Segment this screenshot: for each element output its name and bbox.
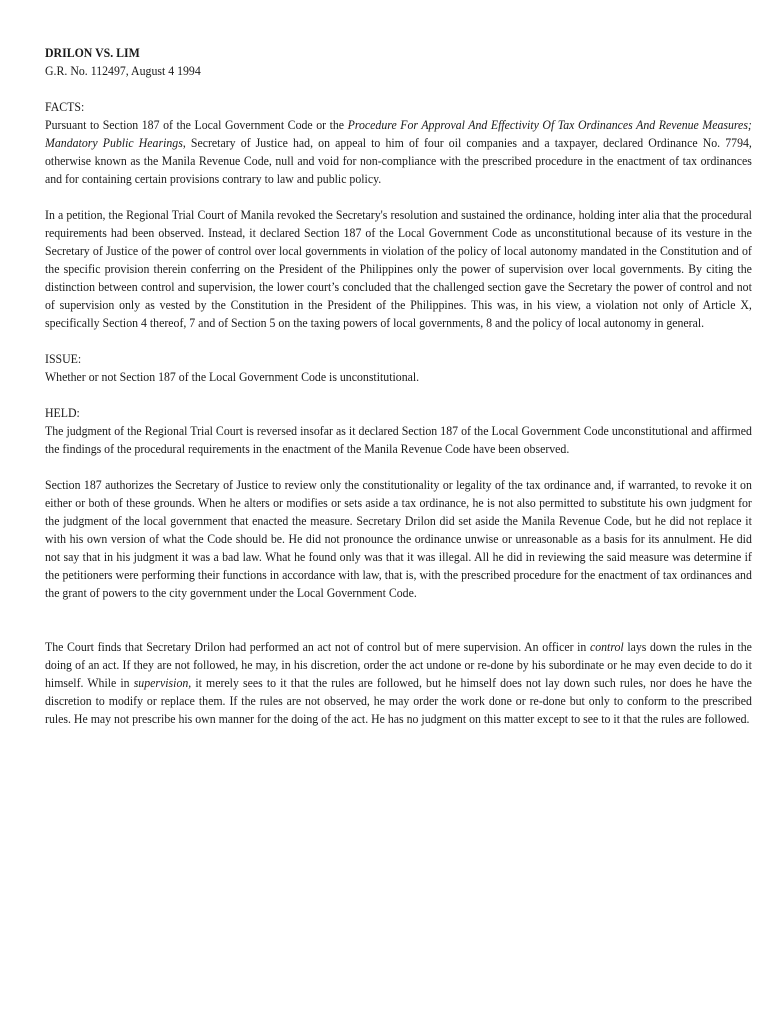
spacer <box>45 458 752 476</box>
facts-p1-text-a: Pursuant to Section 187 of the Local Government Code or the <box>45 118 348 132</box>
held-p3-text-c: it merely sees to it that the rules are followed, but he himself does not lay down such rules, nor does he have the discretion to modify or replace them. If the rules are not observed, he may order the work done or re-done but only to conform to the prescribed rules. He may not prescribe his own manner for the doing of the act. He has no judgment on this matter except to see to it that the rules are followed. <box>45 676 752 726</box>
spacer <box>45 188 752 206</box>
facts-p1-italic: Procedure For Approval And Effectivity Of Tax Ordinances And Revenue Measures; Mandatory Public Hearings <box>45 118 752 150</box>
held-p3-text-a: The Court finds that Secretary Drilon had performed an act not of control but of mere supervision. An officer in <box>45 640 590 654</box>
held-p3-text-b: lays down the rules in the doing of an act. If they are not followed, he may, in his discretion, order the act undone or re-done by his subordinate or he may even decide to do it himself. While in <box>45 640 752 690</box>
held-p3-italic-supervision: supervision, <box>133 676 192 690</box>
issue-heading: ISSUE: <box>45 352 82 366</box>
case-citation: G.R. No. 112497, August 4 1994 <box>45 64 201 78</box>
held-p3-italic-control: control <box>589 640 624 654</box>
held-heading: HELD: <box>45 406 80 420</box>
facts-heading: FACTS: <box>45 100 85 114</box>
document-page <box>45 44 752 728</box>
facts-paragraph-1 <box>45 116 752 188</box>
held-paragraph-2: Section 187 authorizes the Secretary of Justice to review only the constitutionality or legality of the tax ordinance and, if warranted, to revoke it on either or both of these grounds. When he alters or modifies or sets aside a tax ordinance, he is not also permitted to substitute his own judgment for the judgment of the local government that enacted the measure. Secretary Drilon did set aside the Manila Revenue Code, but he did not replace it with his own version of what the Code should be. He did not pronounce the ordinance unwise or unreasonable as a basis for its annulment. He did not say that in his judgment it was a bad law. What he found only was that it was illegal. All he did in reviewing the said measure was determine if the petitioners were performing their functions in accordance with law, that is, with the prescribed procedure for the enactment of tax ordinances and the grant of powers to the city government under the Local Government Code. <box>45 478 752 600</box>
issue-text: Whether or not Section 187 of the Local Government Code is unconstitutional. <box>45 370 420 384</box>
spacer <box>45 80 752 98</box>
facts-paragraph-2: In a petition, the Regional Trial Court of Manila revoked the Secretary's resolution and sustained the ordinance, holding inter alia that the procedural requirements had been observed. Instead, it declared Section 187 of the Local Government Code as unconstitutional because of its vesture in the Secretary of Justice of the power of control over local governments in violation of the policy of local autonomy mandated in the Constitution and of the specific provision therein conferring on the President of the Philippines only the power of supervision over local governments. By citing the distinction between control and supervision, the lower court’s concluded that the challenged section gave the Secretary the power of control and not of supervision only as vested by the Constitution in the President of the Philippines. This was, in his view, a violation not only of Article X, specifically Section 4 thereof, 7 and of Section 5 on the taxing powers of local governments, 8 and the policy of local autonomy in general. <box>45 208 752 330</box>
facts-p1-text-b: , Secretary of Justice had, on appeal to him of four oil companies and a taxpayer, declared Ordinance No. 7794, otherwise known as the Manila Revenue Code, null and void for non-compliance with the prescribed procedure in the enactment of tax ordinances and for containing certain provisions contrary to law and public policy. <box>45 136 752 186</box>
spacer <box>45 332 752 350</box>
case-title: DRILON VS. LIM <box>45 46 140 60</box>
spacer <box>45 602 752 638</box>
spacer <box>45 386 752 404</box>
held-paragraph-3 <box>45 638 752 728</box>
held-paragraph-1: The judgment of the Regional Trial Court is reversed insofar as it declared Section 187 of the Local Government Code unconstitutional and affirmed the findings of the procedural requirements in the enactment of the Manila Revenue Code have been observed. <box>45 424 752 456</box>
